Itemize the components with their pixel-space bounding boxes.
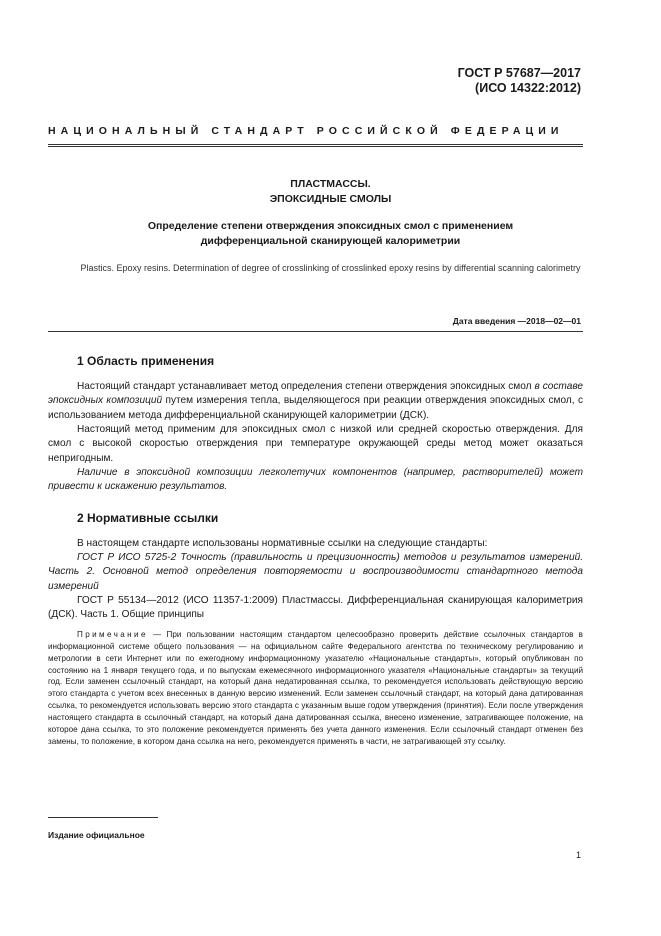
- edition-label: Издание официальное: [48, 830, 145, 840]
- document-title: [48, 177, 613, 207]
- section-heading: 2 Нормативные ссылки: [77, 511, 219, 525]
- note-label: Примечание: [77, 630, 148, 639]
- divider: [48, 331, 583, 332]
- title-line: ПЛАСТМАССЫ.: [290, 178, 371, 190]
- footnote-divider: [48, 817, 158, 818]
- normative-reference: ГОСТ Р ИСО 5725-2 Точность (правильность и прецизионность) методов и результатов измерений. Часть 2. Основной метод определения повторяемости и воспроизводимости стандартного метода измерений: [48, 552, 583, 592]
- paragraph-italic-text: в составе эпоксидных композиций: [48, 381, 583, 407]
- divider: [48, 144, 583, 145]
- document-subtitle: [48, 219, 613, 249]
- paragraph: [48, 380, 583, 423]
- note: [48, 629, 583, 747]
- divider: [48, 146, 583, 147]
- effective-date: Дата введения —2018—02—01: [452, 316, 581, 326]
- section-heading: 1 Область применения: [77, 354, 215, 368]
- subtitle-line: Определение степени отверждения эпоксидных смол с применением: [147, 220, 514, 232]
- paragraph: Настоящий метод применим для эпоксидных смол с низкой или средней скоростью отверждения. Для смол с высокой скоростью отверждения при температуре окружающей среды метод может оказаться непригодным.: [48, 424, 583, 464]
- title-line: ЭПОКСИДНЫЕ СМОЛЫ: [269, 193, 392, 205]
- note-text: — При пользовании настоящим стандартом целесообразно проверить действие ссылочных стандартов в информационной системе общего пользования — на официальном сайте Федерального агентства по техническому регулированию и метрологии в сети Интернет или по ежегодному информационному указателю «Национальные стандарты», который опубликован по состоянию на 1 января текущего года, и по выпускам ежемесячного информационного указателя «Национальные стандарты» за текущий год. Если заменен ссылочный стандарт, на который дана недатированная ссылка, то рекомендуется использовать действующую версию этого стандарта с учетом всех внесенных в данную версию изменений. Если заменен ссылочный стандарт, на который дана датированная ссылка, то рекомендуется использовать версию этого стандарта с указанным выше годом утверждения (принятия). Если после утверждения настоящего стандарта в ссылочный стандарт, на который дана датированная ссылка, внесено изменение, затрагивающее положение, на которое дана ссылка, то это положение рекомендуется применять без учета данного изменения. Если ссылочный стандарт отменен без замены, то положение, в котором дана ссылка на него, рекомендуется применять в части, не затрагивающей эту ссылку.: [48, 630, 583, 746]
- national-standard-banner: НАЦИОНАЛЬНЫЙ СТАНДАРТ РОССИЙСКОЙ ФЕДЕРАЦИИ: [48, 125, 564, 137]
- paragraph-text: путем измерения тепла, выделяющегося при реакции отверждения эпоксидных смол, с использованием метода дифференциальной сканирующей калориметрии (ДСК).: [48, 395, 583, 421]
- standard-code: ГОСТ Р 57687—2017: [457, 66, 581, 80]
- page-number: 1: [575, 850, 581, 860]
- paragraph-text: Настоящий стандарт устанавливает метод определения степени отверждения эпоксидных смол: [77, 381, 535, 392]
- paragraph: В настоящем стандарте использованы нормативные ссылки на следующие стандарты:: [77, 538, 488, 549]
- paragraph-italic: Наличие в эпоксидной композиции легколетучих компонентов (например, растворителей) может привести к искажению результатов.: [48, 467, 583, 493]
- subtitle-line: дифференциальной сканирующей калориметрии: [200, 235, 461, 247]
- normative-reference: ГОСТ Р 55134—2012 (ИСО 11357-1:2009) Пластмассы. Дифференциальная сканирующая калориметрия (ДСК). Часть 1. Общие принципы: [48, 595, 583, 621]
- english-title: Plastics. Epoxy resins. Determination of degree of crosslinking of crosslinked epoxy resins by differential scanning calorimetry: [80, 263, 581, 273]
- iso-code: (ИСО 14322:2012): [475, 81, 581, 95]
